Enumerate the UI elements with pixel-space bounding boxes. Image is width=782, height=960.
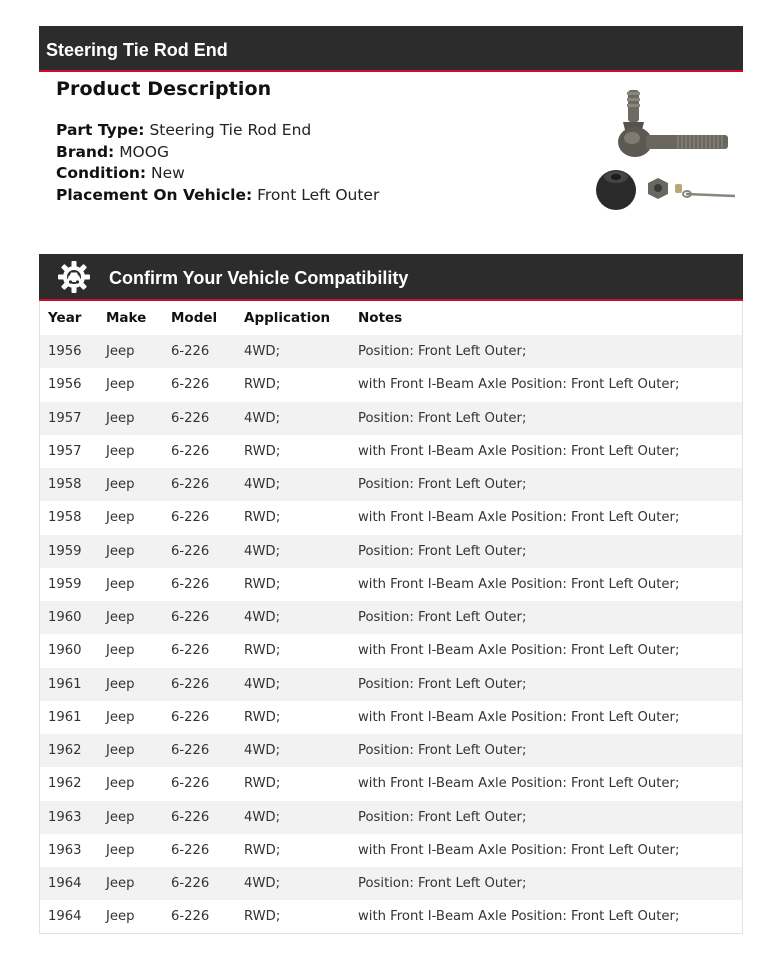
- cell-make: Jeep: [98, 402, 163, 435]
- cell-make: Jeep: [98, 801, 163, 834]
- compatibility-bar: [39, 254, 743, 301]
- table-row: [40, 601, 742, 634]
- cell-notes: Position: Front Left Outer;: [350, 468, 742, 501]
- cell-model: 6-226: [163, 535, 236, 568]
- column-header-notes: Notes: [358, 310, 403, 326]
- spec-list: [56, 120, 576, 206]
- column-header-make: Make: [106, 310, 147, 326]
- cell-model: 6-226: [163, 468, 236, 501]
- cell-year: 1963: [40, 834, 98, 867]
- cell-notes: Position: Front Left Outer;: [350, 734, 742, 767]
- tie-rod-end-image: [590, 84, 742, 214]
- cell-make: Jeep: [98, 335, 163, 368]
- cell-year: 1958: [40, 501, 98, 534]
- cell-notes: Position: Front Left Outer;: [350, 601, 742, 634]
- cell-make: Jeep: [98, 734, 163, 767]
- cell-application: RWD;: [236, 634, 350, 667]
- cell-model: 6-226: [163, 634, 236, 667]
- cell-notes: with Front I-Beam Axle Position: Front Left Outer;: [350, 701, 742, 734]
- cell-notes: with Front I-Beam Axle Position: Front Left Outer;: [350, 368, 742, 401]
- cell-year: 1960: [40, 634, 98, 667]
- table-row: [40, 834, 742, 867]
- cell-make: Jeep: [98, 767, 163, 800]
- product-description: [56, 78, 576, 206]
- table-row: [40, 368, 742, 401]
- cell-application: RWD;: [236, 568, 350, 601]
- cell-make: Jeep: [98, 368, 163, 401]
- cell-make: Jeep: [98, 468, 163, 501]
- product-title-bar: [39, 26, 743, 72]
- cell-make: Jeep: [98, 435, 163, 468]
- cell-year: 1960: [40, 601, 98, 634]
- description-heading: Product Description: [56, 78, 272, 100]
- column-header-model: Model: [171, 310, 218, 326]
- cell-make: Jeep: [98, 668, 163, 701]
- cell-model: 6-226: [163, 668, 236, 701]
- cell-application: RWD;: [236, 435, 350, 468]
- cell-year: 1963: [40, 801, 98, 834]
- cell-application: RWD;: [236, 501, 350, 534]
- cell-application: 4WD;: [236, 668, 350, 701]
- cell-make: Jeep: [98, 501, 163, 534]
- cell-model: 6-226: [163, 402, 236, 435]
- cell-model: 6-226: [163, 734, 236, 767]
- cell-model: 6-226: [163, 701, 236, 734]
- cell-model: 6-226: [163, 801, 236, 834]
- table-row: [40, 468, 742, 501]
- cell-notes: Position: Front Left Outer;: [350, 402, 742, 435]
- cell-application: 4WD;: [236, 601, 350, 634]
- table-row: [40, 801, 742, 834]
- table-row: [40, 668, 742, 701]
- cell-year: 1964: [40, 900, 98, 933]
- cell-model: 6-226: [163, 435, 236, 468]
- table-row: [40, 402, 742, 435]
- cell-year: 1964: [40, 867, 98, 900]
- table-row: [40, 568, 742, 601]
- cell-notes: with Front I-Beam Axle Position: Front Left Outer;: [350, 501, 742, 534]
- cell-year: 1962: [40, 734, 98, 767]
- column-header-application: Application: [244, 310, 331, 326]
- table-row: [40, 867, 742, 900]
- table-row: [40, 734, 742, 767]
- cell-notes: with Front I-Beam Axle Position: Front Left Outer;: [350, 568, 742, 601]
- cell-notes: Position: Front Left Outer;: [350, 867, 742, 900]
- spec-part-type: Part Type: Steering Tie Rod End: [56, 121, 312, 139]
- cell-notes: Position: Front Left Outer;: [350, 335, 742, 368]
- spec-condition: Condition: New: [56, 164, 185, 182]
- table-header-row: [40, 301, 742, 335]
- cell-application: RWD;: [236, 767, 350, 800]
- cell-make: Jeep: [98, 701, 163, 734]
- cell-application: 4WD;: [236, 402, 350, 435]
- cell-year: 1957: [40, 435, 98, 468]
- cell-year: 1956: [40, 335, 98, 368]
- table-row: [40, 634, 742, 667]
- cell-make: Jeep: [98, 601, 163, 634]
- table-row: [40, 501, 742, 534]
- cell-model: 6-226: [163, 767, 236, 800]
- cell-application: 4WD;: [236, 867, 350, 900]
- cell-notes: Position: Front Left Outer;: [350, 668, 742, 701]
- gear-icon: [56, 259, 92, 295]
- cell-model: 6-226: [163, 335, 236, 368]
- cell-model: 6-226: [163, 568, 236, 601]
- cell-application: RWD;: [236, 900, 350, 933]
- cell-application: 4WD;: [236, 801, 350, 834]
- cell-model: 6-226: [163, 601, 236, 634]
- cell-application: RWD;: [236, 368, 350, 401]
- spec-placement: Placement On Vehicle: Front Left Outer: [56, 185, 380, 204]
- spec-brand: Brand: MOOG: [56, 142, 169, 161]
- cell-notes: Position: Front Left Outer;: [350, 535, 742, 568]
- cell-year: 1961: [40, 668, 98, 701]
- cell-application: RWD;: [236, 834, 350, 867]
- compatibility-table: [39, 301, 743, 934]
- table-row: [40, 900, 742, 933]
- table-row: [40, 767, 742, 800]
- cell-year: 1959: [40, 535, 98, 568]
- cell-make: Jeep: [98, 568, 163, 601]
- cell-notes: with Front I-Beam Axle Position: Front Left Outer;: [350, 435, 742, 468]
- cell-application: RWD;: [236, 701, 350, 734]
- cell-make: Jeep: [98, 900, 163, 933]
- cell-application: 4WD;: [236, 734, 350, 767]
- cell-year: 1956: [40, 368, 98, 401]
- cell-model: 6-226: [163, 368, 236, 401]
- cell-year: 1958: [40, 468, 98, 501]
- cell-application: 4WD;: [236, 335, 350, 368]
- cell-make: Jeep: [98, 867, 163, 900]
- cell-model: 6-226: [163, 501, 236, 534]
- cell-notes: with Front I-Beam Axle Position: Front Left Outer;: [350, 767, 742, 800]
- cell-notes: with Front I-Beam Axle Position: Front Left Outer;: [350, 834, 742, 867]
- table-row: [40, 701, 742, 734]
- cell-application: 4WD;: [236, 535, 350, 568]
- cell-make: Jeep: [98, 834, 163, 867]
- column-header-year: Year: [48, 310, 82, 326]
- cell-year: 1959: [40, 568, 98, 601]
- compatibility-title: Confirm Your Vehicle Compatibility: [109, 267, 409, 288]
- cell-notes: with Front I-Beam Axle Position: Front Left Outer;: [350, 900, 742, 933]
- cell-model: 6-226: [163, 834, 236, 867]
- cell-notes: Position: Front Left Outer;: [350, 801, 742, 834]
- product-title: Steering Tie Rod End: [46, 39, 228, 60]
- cell-year: 1962: [40, 767, 98, 800]
- table-row: [40, 535, 742, 568]
- cell-model: 6-226: [163, 867, 236, 900]
- table-row: [40, 435, 742, 468]
- cell-application: 4WD;: [236, 468, 350, 501]
- cell-model: 6-226: [163, 900, 236, 933]
- cell-year: 1961: [40, 701, 98, 734]
- cell-make: Jeep: [98, 535, 163, 568]
- cell-year: 1957: [40, 402, 98, 435]
- cell-make: Jeep: [98, 634, 163, 667]
- cell-notes: with Front I-Beam Axle Position: Front Left Outer;: [350, 634, 742, 667]
- table-row: [40, 335, 742, 368]
